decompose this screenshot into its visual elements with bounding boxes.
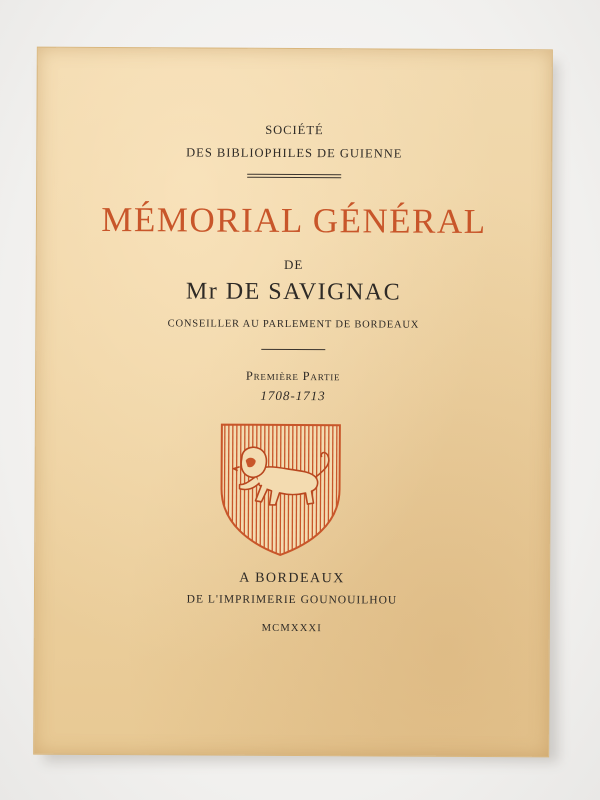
divider-double-top: [247, 174, 341, 175]
heraldic-shield-icon: [215, 419, 346, 560]
publication-place: A BORDEAUX: [239, 570, 345, 587]
printer-name: DE L'IMPRIMERIE GOUNOUILHOU: [186, 593, 398, 607]
title-de: DE: [284, 256, 304, 273]
author-name: Mr DE SAVIGNAC: [185, 278, 402, 306]
society-line-1: SOCIÉTÉ: [265, 122, 324, 138]
book-title: MÉMORIAL GÉNÉRAL: [101, 199, 487, 242]
author-subtitle: CONSEILLER AU PARLEMENT DE BORDEAUX: [167, 318, 420, 331]
book-cover: [33, 47, 553, 758]
divider-middle: [261, 349, 325, 350]
part-label: Première Partie: [245, 368, 341, 384]
publication-year: MCMXXXI: [261, 622, 322, 635]
cover-content: [34, 48, 552, 757]
divider-double-bottom: [247, 177, 341, 178]
years-range: 1708-1713: [260, 387, 326, 404]
society-line-2: DES BIBLIOPHILES DE GUIENNE: [186, 145, 403, 161]
